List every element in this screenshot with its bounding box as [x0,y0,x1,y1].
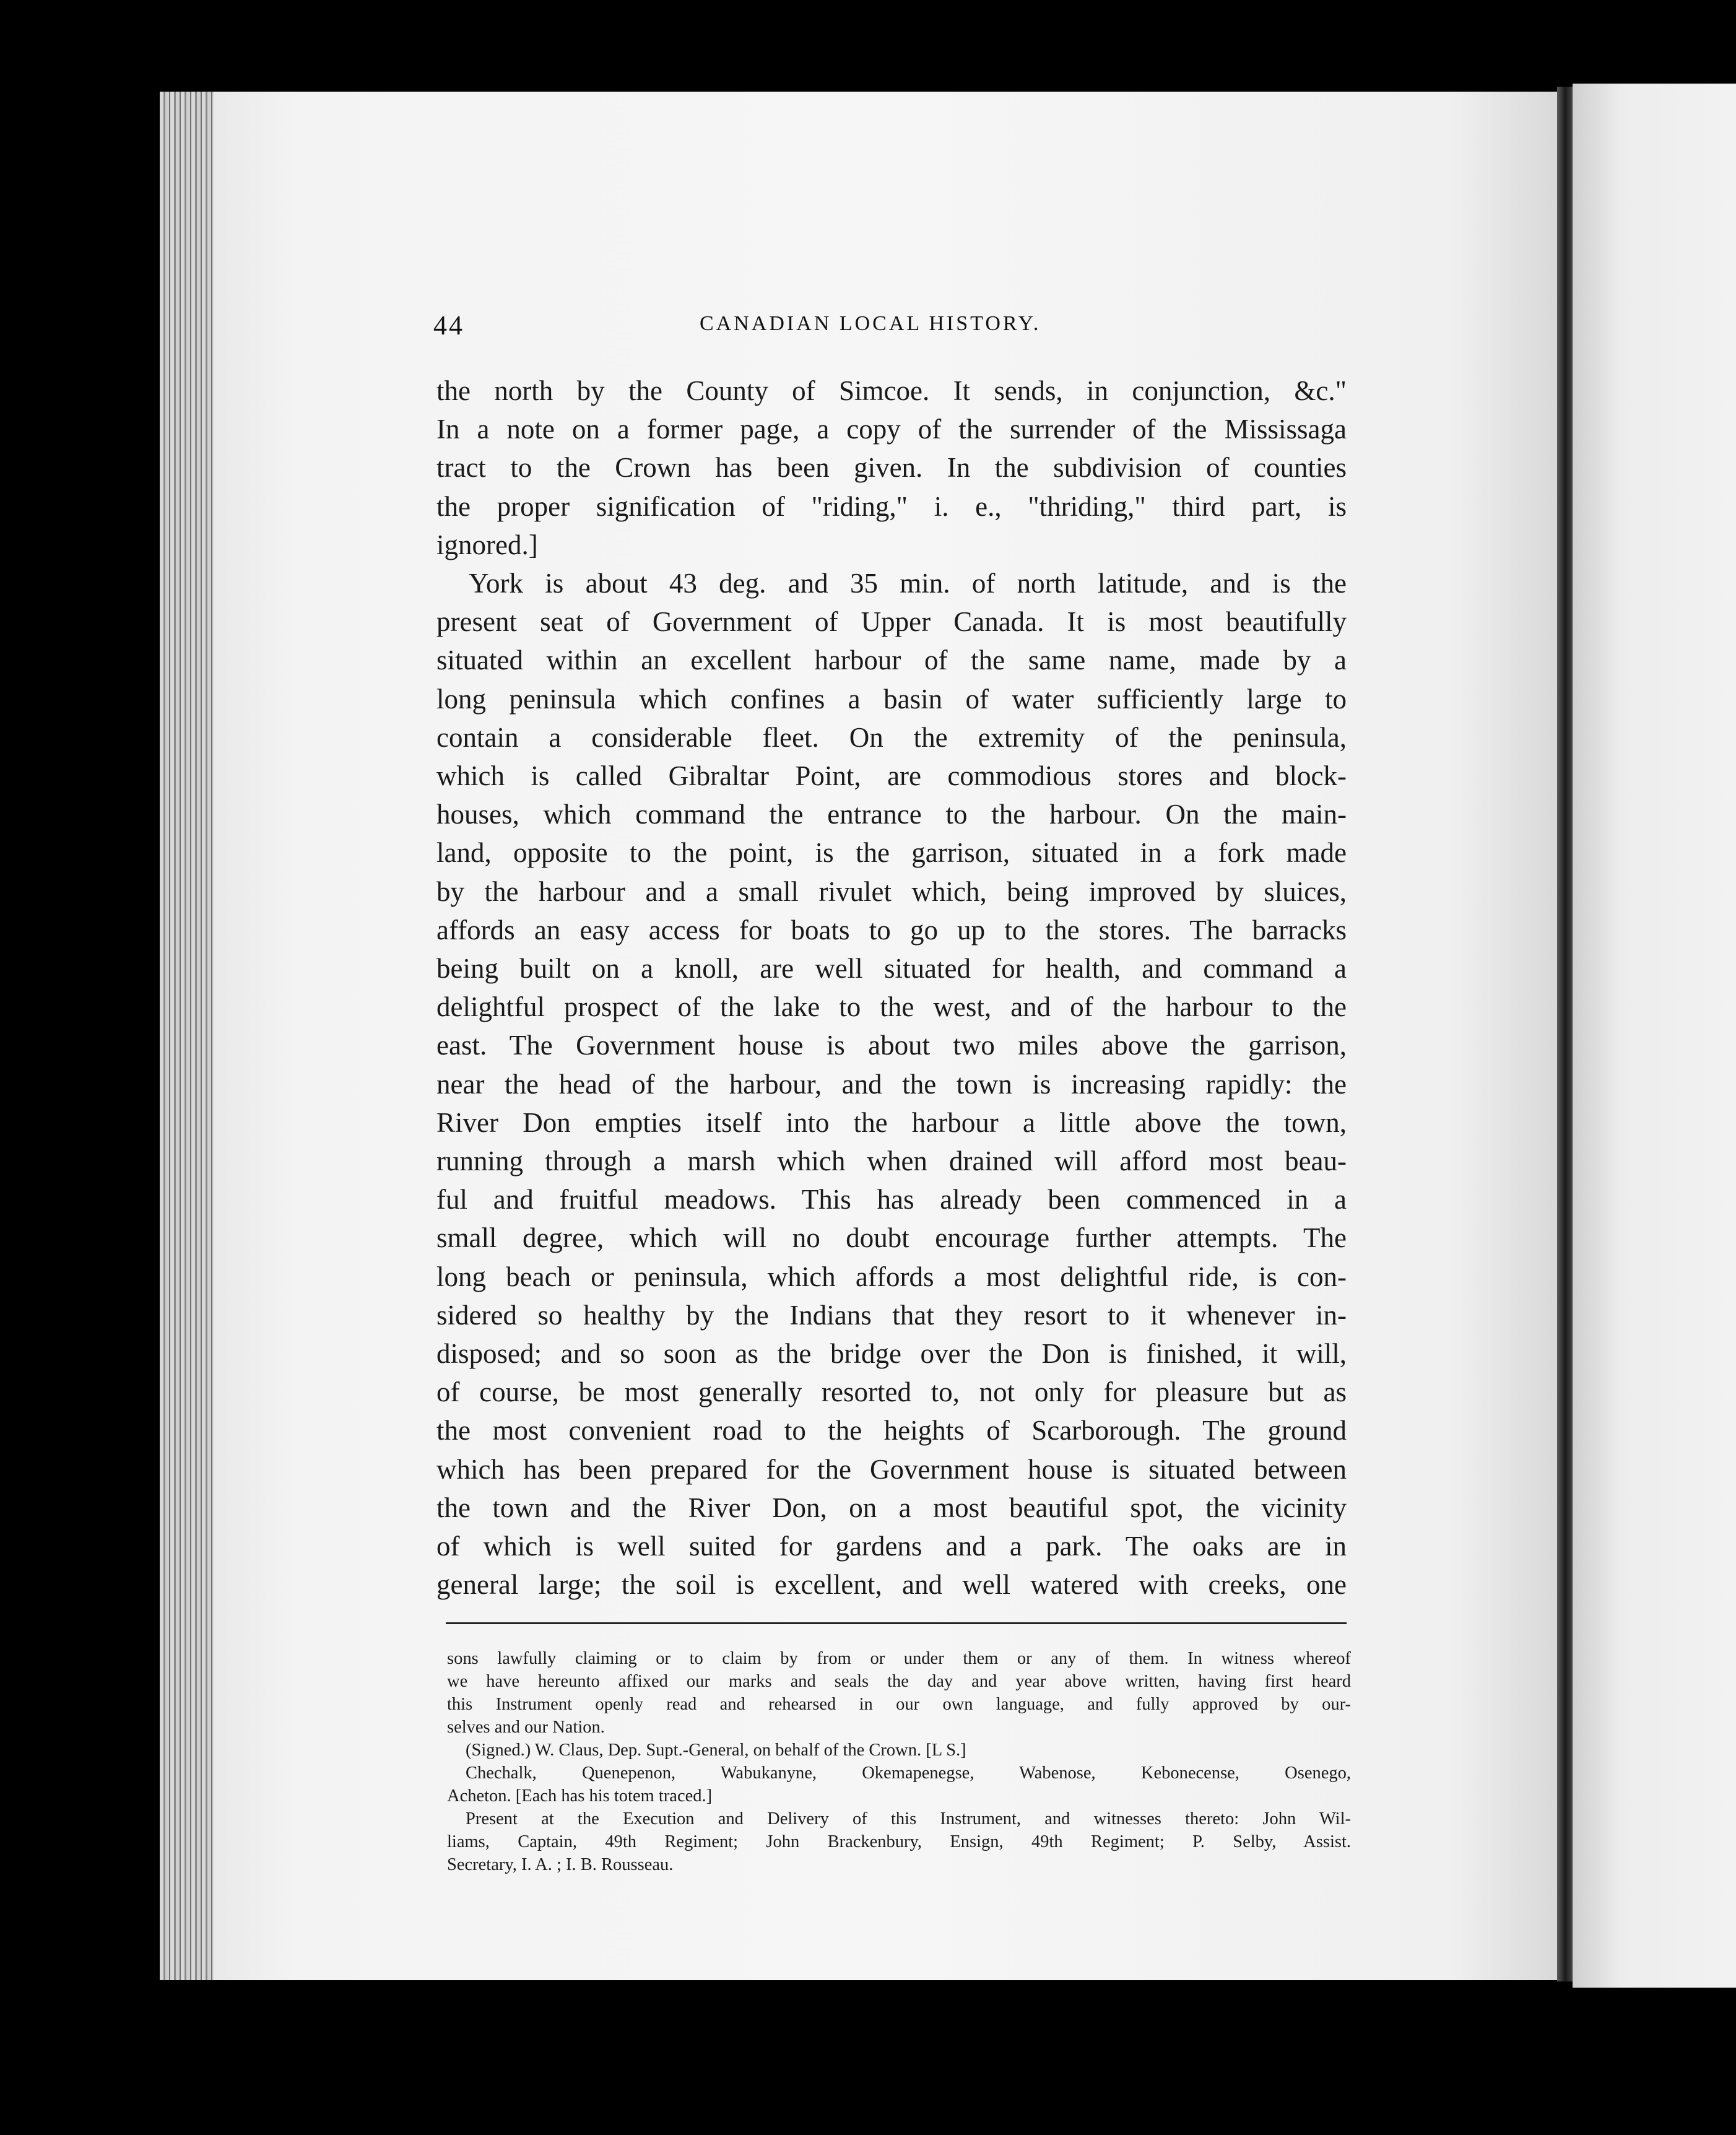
body-line: general large; the soil is excellent, and well watered with creeks, one [436,1569,1347,1601]
body-line: small degree, which will no doubt encourage further attempts. The [436,1222,1347,1254]
footnote-line: Chechalk, Quenepenon, Wabukanyne, Okemapenegse, Wabenose, Kebonecense, Osenego, [466,1763,1351,1783]
body-line: long beach or peninsula, which affords a most delightful ride, is con- [436,1261,1347,1292]
body-line: disposed; and so soon as the bridge over the Don is finished, it will, [436,1338,1347,1370]
footnote-line: we have hereunto affixed our marks and seals the day and year above written, having first heard [447,1672,1351,1691]
body-line: present seat of Government of Upper Canada. It is most beautifully [436,606,1347,638]
body-line: running through a marsh which when drained will afford most beau- [436,1146,1347,1177]
body-line: tract to the Crown has been given. In the subdivision of counties [436,452,1347,484]
body-line: the north by the County of Simcoe. It sends, in conjunction, &c." [436,375,1347,406]
footnote-line: (Signed.) W. Claus, Dep. Supt.-General, on behalf of the Crown. [L S.] [466,1741,966,1760]
body-line: which has been prepared for the Government house is situated between [436,1453,1347,1485]
body-line: near the head of the harbour, and the town is increasing rapidly: the [436,1068,1347,1100]
body-line: In a note on a former page, a copy of the surrender of the Mississaga [436,414,1347,445]
body-line: ignored.] [436,529,538,560]
body-line: situated within an excellent harbour of the same name, made by a [436,645,1347,676]
body-text [436,372,1347,1604]
body-line: land, opposite to the point, is the garrison, situated in a fork made [436,837,1347,869]
body-line: by the harbour and a small rivulet which, being improved by sluices, [436,876,1347,907]
footnote-line: sons lawfully claiming or to claim by from or under them or any of them. In witness whereof [447,1649,1351,1668]
footnote-line: Present at the Execution and Delivery of this Instrument, and witnesses thereto: John Wil- [466,1809,1351,1828]
footnotes [447,1647,1351,1876]
body-line: the most convenient road to the heights of Scarborough. The ground [436,1415,1347,1446]
body-line: of course, be most generally resorted to, not only for pleasure but as [436,1376,1347,1408]
body-line: River Don empties itself into the harbour a little above the town, [436,1107,1347,1138]
body-line: ful and fruitful meadows. This has already been commenced in a [436,1184,1347,1215]
body-line: York is about 43 deg. and 35 min. of north latitude, and is the [469,568,1347,599]
body-line: the town and the River Don, on a most beautiful spot, the vicinity [436,1492,1347,1523]
facing-page-edge [1573,84,1736,1988]
body-line: of which is well suited for gardens and a park. The oaks are in [436,1531,1347,1562]
body-line: contain a considerable fleet. On the extremity of the peninsula, [436,721,1347,753]
body-line: delightful prospect of the lake to the west, and of the harbour to the [436,991,1347,1023]
footnote-line: liams, Captain, 49th Regiment; John Brackenbury, Ensign, 49th Regiment; P. Selby, Assist. [447,1832,1351,1851]
body-line: affords an easy access for boats to go up to the stores. The barracks [436,914,1347,946]
body-line: being built on a knoll, are well situated for health, and command a [436,953,1347,985]
book-gutter [1557,87,1573,1981]
page-header [433,310,1356,347]
body-line: long peninsula which confines a basin of water sufficiently large to [436,683,1347,715]
footnote-line: this Instrument openly read and rehearsed in our own language, and fully approved by our- [447,1695,1351,1714]
body-line: the proper signification of "riding," i. e., "thriding," third part, is [436,490,1347,522]
footnote-line: selves and our Nation. [447,1718,605,1737]
body-line: houses, which command the entrance to the harbour. On the main- [436,799,1347,830]
book-page-edges [160,92,215,1980]
body-line: which is called Gibraltar Point, are commodious stores and block- [436,760,1347,792]
body-line: east. The Government house is about two miles above the garrison, [436,1030,1347,1061]
body-line: sidered so healthy by the Indians that they resort to it whenever in- [436,1299,1347,1331]
running-head: CANADIAN LOCAL HISTORY. [700,312,1041,335]
page-number: 44 [433,310,464,341]
footnote-line: Acheton. [Each has his totem traced.] [447,1786,713,1806]
footnote-rule [446,1622,1347,1624]
footnote-line: Secretary, I. A. ; I. B. Rousseau. [447,1855,674,1874]
